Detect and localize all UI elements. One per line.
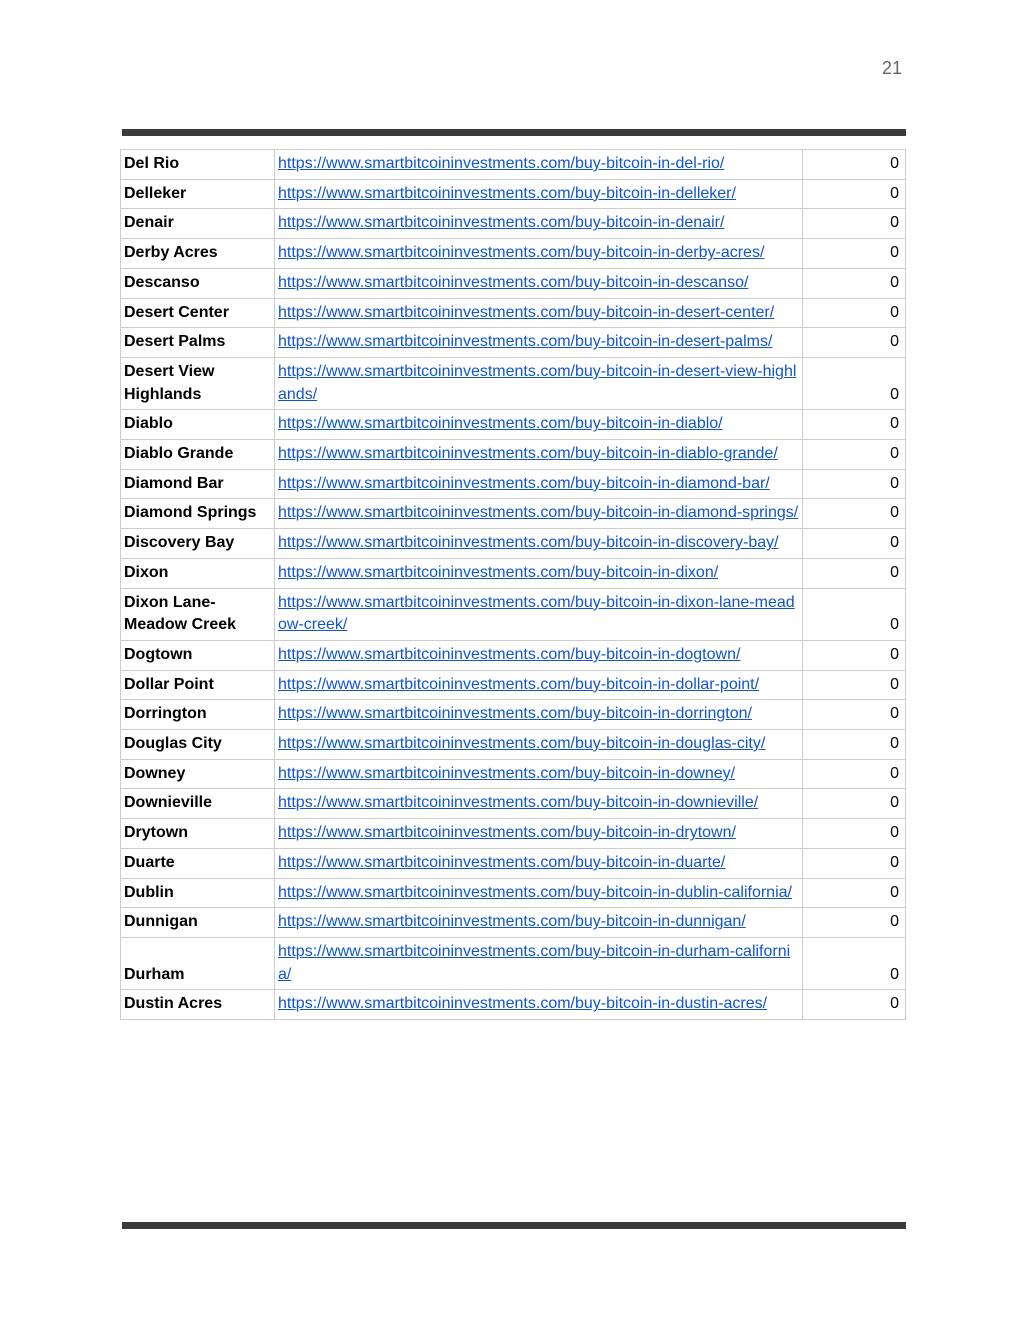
city-name: Downey bbox=[121, 759, 275, 789]
link-count: 0 bbox=[803, 700, 906, 730]
table-row bbox=[121, 410, 906, 440]
city-link[interactable]: https://www.smartbitcoininvestments.com/buy-bitcoin-in-denair/ bbox=[278, 214, 725, 232]
city-link[interactable]: https://www.smartbitcoininvestments.com/buy-bitcoin-in-desert-center/ bbox=[278, 303, 775, 321]
city-name: Delleker bbox=[121, 179, 275, 209]
table-row bbox=[121, 499, 906, 529]
link-count: 0 bbox=[803, 937, 906, 989]
table-row bbox=[121, 588, 906, 640]
city-link[interactable]: https://www.smartbitcoininvestments.com/buy-bitcoin-in-del-rio/ bbox=[278, 155, 725, 172]
link-count: 0 bbox=[803, 209, 906, 239]
table-row bbox=[121, 819, 906, 849]
table-row bbox=[121, 529, 906, 559]
table-row bbox=[121, 848, 906, 878]
city-name: Diamond Springs bbox=[121, 499, 275, 529]
city-link[interactable]: https://www.smartbitcoininvestments.com/buy-bitcoin-in-discovery-bay/ bbox=[278, 534, 779, 552]
link-count: 0 bbox=[803, 150, 906, 180]
table-row bbox=[121, 357, 906, 409]
link-count: 0 bbox=[803, 759, 906, 789]
city-name: Dustin Acres bbox=[121, 990, 275, 1020]
page-number: 21 bbox=[881, 58, 902, 78]
city-name: Dixon bbox=[121, 558, 275, 588]
city-name: Derby Acres bbox=[121, 239, 275, 269]
table-row bbox=[121, 789, 906, 819]
table-row bbox=[121, 328, 906, 358]
city-link[interactable]: https://www.smartbitcoininvestments.com/buy-bitcoin-in-duarte/ bbox=[278, 853, 726, 871]
city-link[interactable]: https://www.smartbitcoininvestments.com/buy-bitcoin-in-downey/ bbox=[278, 764, 736, 782]
link-count: 0 bbox=[803, 469, 906, 499]
city-name: Discovery Bay bbox=[121, 529, 275, 559]
table-row bbox=[121, 209, 906, 239]
link-count: 0 bbox=[803, 819, 906, 849]
city-link[interactable]: https://www.smartbitcoininvestments.com/buy-bitcoin-in-douglas-city/ bbox=[278, 735, 766, 753]
city-link[interactable]: https://www.smartbitcoininvestments.com/buy-bitcoin-in-desert-palms/ bbox=[278, 333, 773, 351]
link-count: 0 bbox=[803, 328, 906, 358]
city-name: Drytown bbox=[121, 819, 275, 849]
table-row bbox=[121, 640, 906, 670]
city-link[interactable]: https://www.smartbitcoininvestments.com/buy-bitcoin-in-dixon-lane-meadow-creek/ bbox=[278, 593, 795, 634]
city-link[interactable]: https://www.smartbitcoininvestments.com/buy-bitcoin-in-diablo/ bbox=[278, 415, 723, 433]
link-count: 0 bbox=[803, 990, 906, 1020]
city-name: Dorrington bbox=[121, 700, 275, 730]
table-row bbox=[121, 878, 906, 908]
link-count: 0 bbox=[803, 357, 906, 409]
city-link[interactable]: https://www.smartbitcoininvestments.com/buy-bitcoin-in-delleker/ bbox=[278, 184, 736, 202]
table-row bbox=[121, 670, 906, 700]
table-row bbox=[121, 150, 906, 180]
city-name: Del Rio bbox=[121, 150, 275, 180]
city-link[interactable]: https://www.smartbitcoininvestments.com/buy-bitcoin-in-dorrington/ bbox=[278, 705, 752, 723]
city-link[interactable]: https://www.smartbitcoininvestments.com/buy-bitcoin-in-durham-california/ bbox=[278, 942, 791, 983]
link-count: 0 bbox=[803, 730, 906, 760]
bottom-rule bbox=[122, 1222, 906, 1229]
city-name: Douglas City bbox=[121, 730, 275, 760]
link-count: 0 bbox=[803, 410, 906, 440]
link-count: 0 bbox=[803, 440, 906, 470]
city-link[interactable]: https://www.smartbitcoininvestments.com/buy-bitcoin-in-derby-acres/ bbox=[278, 244, 765, 262]
city-name: Downieville bbox=[121, 789, 275, 819]
table-row bbox=[121, 268, 906, 298]
city-link[interactable]: https://www.smartbitcoininvestments.com/buy-bitcoin-in-diamond-springs/ bbox=[278, 504, 799, 522]
city-link[interactable]: https://www.smartbitcoininvestments.com/buy-bitcoin-in-dogtown/ bbox=[278, 645, 741, 663]
table-row bbox=[121, 937, 906, 989]
city-name: Dunnigan bbox=[121, 908, 275, 938]
table-row bbox=[121, 558, 906, 588]
link-count: 0 bbox=[803, 789, 906, 819]
city-link[interactable]: https://www.smartbitcoininvestments.com/buy-bitcoin-in-desert-view-highlands/ bbox=[278, 362, 797, 403]
city-link[interactable]: https://www.smartbitcoininvestments.com/buy-bitcoin-in-dublin-california/ bbox=[278, 883, 792, 901]
city-name: Duarte bbox=[121, 848, 275, 878]
city-link[interactable]: https://www.smartbitcoininvestments.com/buy-bitcoin-in-drytown/ bbox=[278, 824, 736, 842]
link-count: 0 bbox=[803, 179, 906, 209]
table-row bbox=[121, 469, 906, 499]
top-rule bbox=[122, 129, 906, 136]
city-name: Dixon Lane-Meadow Creek bbox=[121, 588, 275, 640]
city-name: Diablo bbox=[121, 410, 275, 440]
city-link[interactable]: https://www.smartbitcoininvestments.com/buy-bitcoin-in-dustin-acres/ bbox=[278, 995, 768, 1013]
city-name: Dublin bbox=[121, 878, 275, 908]
city-link[interactable]: https://www.smartbitcoininvestments.com/buy-bitcoin-in-descanso/ bbox=[278, 273, 749, 291]
link-count: 0 bbox=[803, 499, 906, 529]
city-name: Desert View Highlands bbox=[121, 357, 275, 409]
link-count: 0 bbox=[803, 908, 906, 938]
table-row bbox=[121, 700, 906, 730]
city-name: Diamond Bar bbox=[121, 469, 275, 499]
city-name: Denair bbox=[121, 209, 275, 239]
table-row bbox=[121, 298, 906, 328]
table-row bbox=[121, 908, 906, 938]
city-name: Durham bbox=[121, 937, 275, 989]
table-row bbox=[121, 239, 906, 269]
table-row bbox=[121, 730, 906, 760]
table-row bbox=[121, 759, 906, 789]
city-link[interactable]: https://www.smartbitcoininvestments.com/buy-bitcoin-in-dunnigan/ bbox=[278, 913, 746, 931]
link-count: 0 bbox=[803, 640, 906, 670]
link-count: 0 bbox=[803, 558, 906, 588]
city-name: Descanso bbox=[121, 268, 275, 298]
city-link[interactable]: https://www.smartbitcoininvestments.com/buy-bitcoin-in-diamond-bar/ bbox=[278, 474, 770, 492]
city-name: Dogtown bbox=[121, 640, 275, 670]
table-row bbox=[121, 179, 906, 209]
link-count: 0 bbox=[803, 878, 906, 908]
city-link[interactable]: https://www.smartbitcoininvestments.com/buy-bitcoin-in-downieville/ bbox=[278, 794, 759, 812]
city-name: Desert Palms bbox=[121, 328, 275, 358]
city-link[interactable]: https://www.smartbitcoininvestments.com/buy-bitcoin-in-dixon/ bbox=[278, 563, 719, 581]
link-count: 0 bbox=[803, 298, 906, 328]
link-count: 0 bbox=[803, 670, 906, 700]
city-name: Dollar Point bbox=[121, 670, 275, 700]
table-row bbox=[121, 990, 906, 1020]
link-count: 0 bbox=[803, 529, 906, 559]
city-name: Diablo Grande bbox=[121, 440, 275, 470]
link-count: 0 bbox=[803, 239, 906, 269]
city-link[interactable]: https://www.smartbitcoininvestments.com/buy-bitcoin-in-diablo-grande/ bbox=[278, 445, 778, 463]
link-count: 0 bbox=[803, 848, 906, 878]
link-count: 0 bbox=[803, 268, 906, 298]
city-links-table bbox=[120, 149, 906, 1020]
table-row bbox=[121, 440, 906, 470]
link-count: 0 bbox=[803, 588, 906, 640]
city-link[interactable]: https://www.smartbitcoininvestments.com/buy-bitcoin-in-dollar-point/ bbox=[278, 675, 760, 693]
city-name: Desert Center bbox=[121, 298, 275, 328]
